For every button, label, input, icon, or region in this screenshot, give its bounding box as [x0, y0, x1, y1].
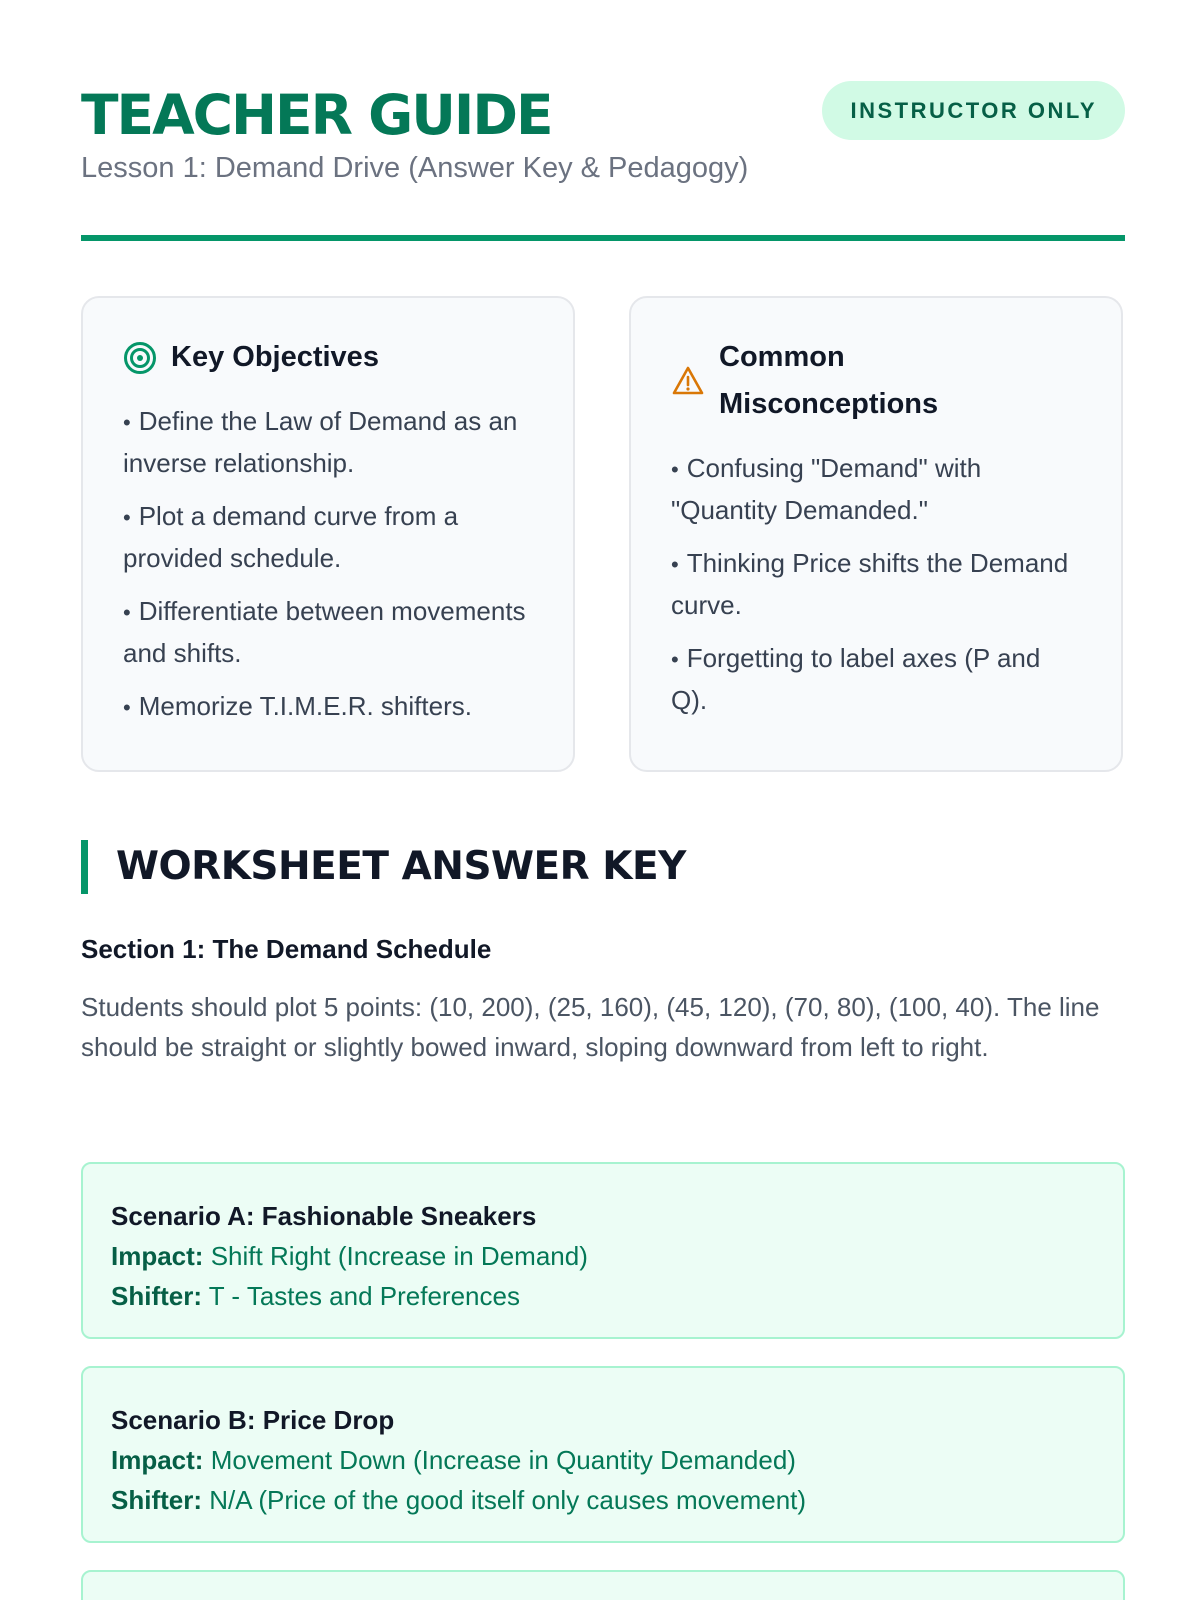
target-icon	[123, 341, 157, 375]
page-header	[81, 80, 1125, 186]
answer-key-heading: WORKSHEET ANSWER KEY	[81, 840, 686, 894]
section-1-title: Section 1: The Demand Schedule	[81, 934, 492, 964]
warning-icon	[671, 364, 705, 398]
scenario-shifter: Shifter: T - Tastes and Preferences	[111, 1281, 520, 1311]
scenario-a-card	[81, 1162, 1125, 1339]
key-objectives-card	[81, 296, 575, 772]
list-item: • Define the Law of Demand as an inverse relationship.	[123, 406, 518, 478]
page-title: TEACHER GUIDE	[81, 83, 552, 147]
section-1-text: Students should plot 5 points: (10, 200), (25, 160), (45, 120), (70, 80), (100, 40). The line should be straight or slightly bowed inward, sloping downward from left to right.	[81, 992, 1100, 1062]
header-divider	[81, 235, 1125, 241]
objectives-list	[123, 401, 533, 728]
list-item: • Confusing "Demand" with "Quantity Demanded."	[671, 453, 982, 525]
misconceptions-list	[671, 448, 1081, 720]
list-item: • Memorize T.I.M.E.R. shifters.	[123, 691, 472, 721]
page-subtitle: Lesson 1: Demand Drive (Answer Key & Pedagogy)	[81, 152, 749, 184]
scenario-b-card	[81, 1366, 1125, 1543]
instructor-only-badge: INSTRUCTOR ONLY	[822, 81, 1125, 140]
scenario-card-partial	[81, 1570, 1125, 1600]
list-item: • Plot a demand curve from a provided schedule.	[123, 501, 459, 573]
common-misconceptions-title: Common Misconceptions	[719, 341, 939, 420]
scenario-shifter: Shifter: N/A (Price of the good itself only causes movement)	[111, 1485, 807, 1515]
key-objectives-title: Key Objectives	[171, 341, 379, 373]
scenario-title: Scenario A: Fashionable Sneakers	[111, 1201, 537, 1231]
common-misconceptions-card	[629, 296, 1123, 772]
list-item: • Differentiate between movements and shifts.	[123, 596, 526, 668]
list-item: • Thinking Price shifts the Demand curve.	[671, 548, 1069, 620]
list-item: • Forgetting to label axes (P and Q).	[671, 643, 1041, 715]
scenario-impact: Impact: Shift Right (Increase in Demand)	[111, 1241, 588, 1271]
scenario-title: Scenario B: Price Drop	[111, 1405, 395, 1435]
scenario-impact: Impact: Movement Down (Increase in Quantity Demanded)	[111, 1445, 796, 1475]
